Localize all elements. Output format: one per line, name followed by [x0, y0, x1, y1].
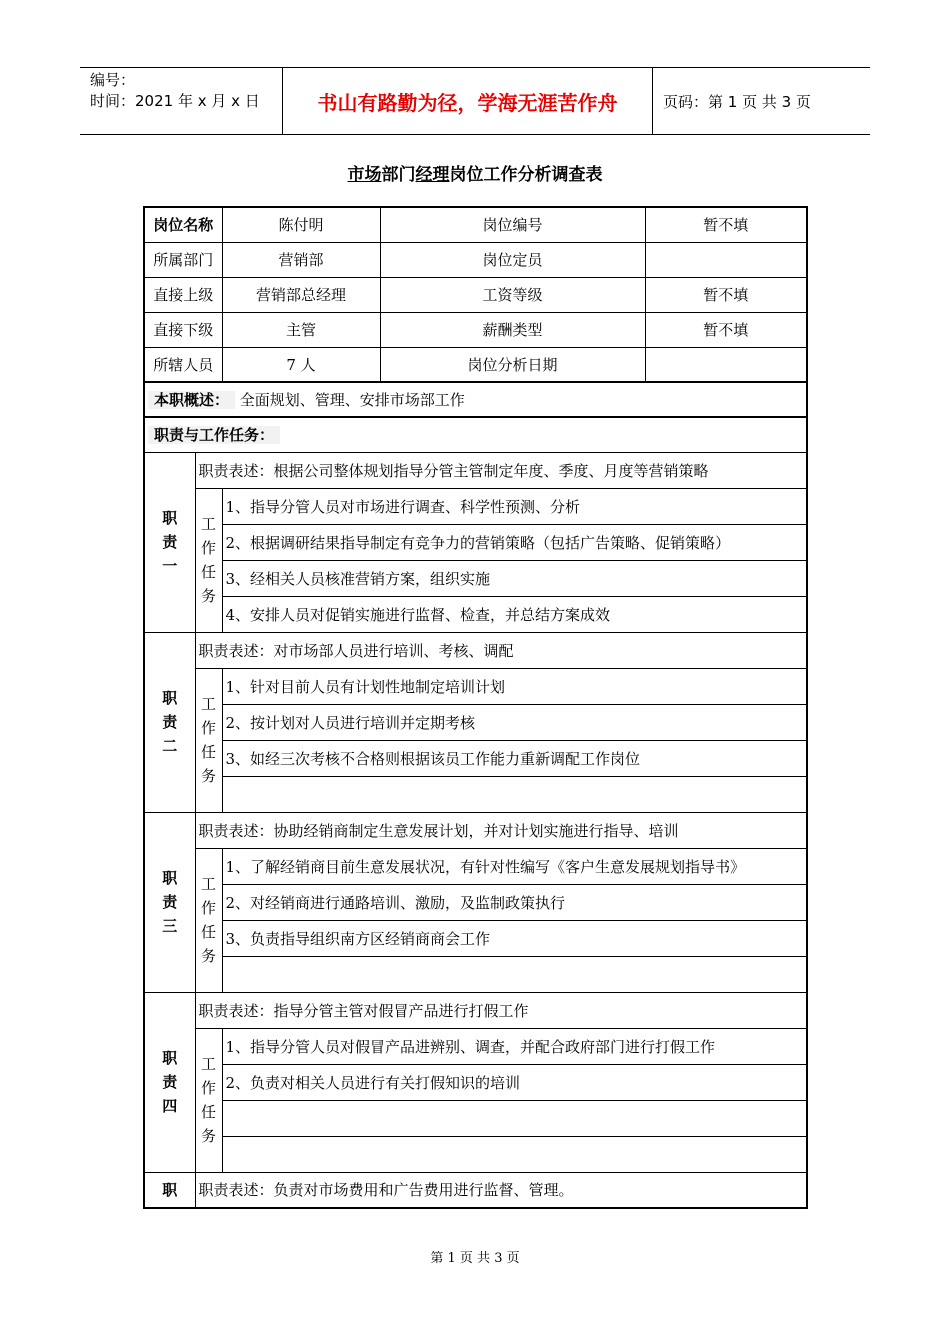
work-label-char: 工: [201, 515, 217, 533]
basic-value-2: [645, 242, 807, 277]
duty-name: 职: [144, 1172, 195, 1208]
basic-row: [144, 347, 807, 382]
work-label-char: 作: [201, 1079, 217, 1097]
duty-task-row: [144, 1064, 807, 1100]
doc-number-label: 编号：: [90, 71, 136, 89]
duty-name-char: 四: [162, 1097, 178, 1115]
basic-value-2: 暂不填: [645, 312, 807, 347]
duty-name-char: 责: [162, 1073, 178, 1091]
basic-value: 营销部总经理: [222, 277, 380, 312]
title-part-3: 经理: [415, 165, 450, 185]
job-analysis-table: [143, 206, 808, 1209]
duty-task-row: [144, 560, 807, 596]
duty-task-row: [144, 1136, 807, 1172]
duty-name: [144, 992, 195, 1172]
work-label-char: 工: [201, 695, 217, 713]
duty-task-row: [144, 776, 807, 812]
duty-name-char: 责: [162, 533, 178, 551]
duty-task: 1、指导分管人员对市场进行调查、科学性预测、分析: [222, 488, 807, 524]
work-label-char: 任: [201, 563, 217, 581]
basic-value: 陈付明: [222, 207, 380, 242]
document-title: [0, 160, 950, 185]
duty-name-char: 三: [162, 917, 178, 935]
basic-row: [144, 207, 807, 242]
duty-name: [144, 812, 195, 992]
duty-task-row: [144, 884, 807, 920]
summary-row: [144, 382, 807, 417]
work-tasks-label: [195, 1028, 222, 1172]
duty-statement-row: [144, 452, 807, 488]
work-label-char: 务: [201, 947, 217, 965]
work-tasks-label: [195, 668, 222, 812]
duty-statement: 职责表述：指导分管主管对假冒产品进行打假工作: [195, 992, 807, 1028]
summary-text: 全面规划、管理、安排市场部工作: [239, 391, 465, 409]
basic-label-2: 岗位分析日期: [380, 347, 645, 382]
duty-statement: 职责表述：负责对市场费用和广告费用进行监督、管理。: [195, 1172, 807, 1208]
duty-name-char: 职: [162, 689, 178, 707]
duty-task: 3、如经三次考核不合格则根据该员工作能力重新调配工作岗位: [222, 740, 807, 776]
duties-header: 职责与工作任务：: [148, 426, 280, 444]
work-tasks-label: [195, 848, 222, 992]
duty-name-char: 责: [162, 713, 178, 731]
basic-label-2: 薪酬类型: [380, 312, 645, 347]
duty-task: 1、针对目前人员有计划性地制定培训计划: [222, 668, 807, 704]
duty-task: 3、经相关人员核准营销方案，组织实施: [222, 560, 807, 596]
basic-value-2: 暂不填: [645, 277, 807, 312]
duty-task: [222, 1136, 807, 1172]
duty-task-row: [144, 848, 807, 884]
page-footer: 第 1 页 共 3 页: [430, 1251, 520, 1266]
work-label-char: 作: [201, 899, 217, 917]
duty-name-char: 一: [162, 557, 178, 575]
duty-name-char: 责: [162, 893, 178, 911]
duty-task-row: [144, 956, 807, 992]
basic-label-2: 工资等级: [380, 277, 645, 312]
basic-value-2: [645, 347, 807, 382]
basic-label: 岗位名称: [144, 207, 222, 242]
duty-name-char: 二: [162, 737, 178, 755]
work-label-char: 务: [201, 767, 217, 785]
basic-value-2: 暂不填: [645, 207, 807, 242]
duty-task: [222, 776, 807, 812]
duty-task: 3、负责指导组织南方区经销商商会工作: [222, 920, 807, 956]
duty-task-row: [144, 488, 807, 524]
duty-name: [144, 452, 195, 632]
basic-label-2: 岗位定员: [380, 242, 645, 277]
basic-label: 直接上级: [144, 277, 222, 312]
duties-header-row: [144, 417, 807, 452]
work-label-char: 任: [201, 743, 217, 761]
basic-label: 直接下级: [144, 312, 222, 347]
basic-label: 所属部门: [144, 242, 222, 277]
duty-task-row: [144, 668, 807, 704]
duty-name-char: 职: [162, 509, 178, 527]
duty-statement: 职责表述：对市场部人员进行培训、考核、调配: [195, 632, 807, 668]
page-header: [80, 67, 870, 135]
duty-statement: 职责表述：协助经销商制定生意发展计划，并对计划实施进行指导、培训: [195, 812, 807, 848]
duty-task: 1、指导分管人员对假冒产品进辨别、调查，并配合政府部门进行打假工作: [222, 1028, 807, 1064]
duty-task: 2、负责对相关人员进行有关打假知识的培训: [222, 1064, 807, 1100]
duty-statement-row: [144, 812, 807, 848]
title-part-2: 部门: [381, 165, 416, 185]
basic-row: [144, 242, 807, 277]
work-label-char: 工: [201, 1055, 217, 1073]
duty-task: 2、根据调研结果指导制定有竞争力的营销策略（包括广告策略、促销策略）: [222, 524, 807, 560]
duty-task: 1、了解经销商目前生意发展状况，有针对性编写《客户生意发展规划指导书》: [222, 848, 807, 884]
duty-name: [144, 632, 195, 812]
duty-statement-row: [144, 1172, 807, 1208]
work-label-char: 工: [201, 875, 217, 893]
duty-task: [222, 956, 807, 992]
duty-task-row: [144, 704, 807, 740]
duty-name-char: 职: [162, 1049, 178, 1067]
basic-label: 所辖人员: [144, 347, 222, 382]
work-tasks-label: [195, 488, 222, 632]
duty-task-row: [144, 920, 807, 956]
duty-task: [222, 1100, 807, 1136]
duty-task-row: [144, 524, 807, 560]
duty-task-row: [144, 1100, 807, 1136]
work-label-char: 作: [201, 719, 217, 737]
header-motto: 书山有路勤为径，学海无涯苦作舟: [283, 68, 653, 134]
duty-task: 4、安排人员对促销实施进行监督、检查，并总结方案成效: [222, 596, 807, 632]
basic-value: 营销部: [222, 242, 380, 277]
work-label-char: 务: [201, 1127, 217, 1145]
basic-label-2: 岗位编号: [380, 207, 645, 242]
duty-task-row: [144, 596, 807, 632]
title-part-4: 岗位工作分析调查表: [449, 165, 603, 185]
basic-row: [144, 312, 807, 347]
duty-name-char: 职: [162, 869, 178, 887]
work-label-char: 作: [201, 539, 217, 557]
duty-task: 2、按计划对人员进行培训并定期考核: [222, 704, 807, 740]
duty-statement-row: [144, 992, 807, 1028]
duty-task-row: [144, 740, 807, 776]
duty-statement: 职责表述：根据公司整体规划指导分管主管制定年度、季度、月度等营销策略: [195, 452, 807, 488]
duty-statement-row: [144, 632, 807, 668]
work-label-char: 务: [201, 587, 217, 605]
basic-row: [144, 277, 807, 312]
summary-label: 本职概述：: [148, 391, 235, 409]
work-label-char: 任: [201, 1103, 217, 1121]
basic-value: 主管: [222, 312, 380, 347]
work-label-char: 任: [201, 923, 217, 941]
summary-cell: [144, 382, 807, 417]
title-part-1: 市场: [347, 165, 382, 185]
header-page-info: 页码：第 1 页 共 3 页: [663, 92, 811, 111]
duties-header-cell: [144, 417, 807, 452]
header-meta: [80, 68, 283, 134]
basic-value: 7 人: [222, 347, 380, 382]
doc-time-label: 时间：2021 年 x 月 x 日: [90, 92, 260, 110]
duty-task: 2、对经销商进行通路培训、激励，及监制政策执行: [222, 884, 807, 920]
duty-task-row: [144, 1028, 807, 1064]
